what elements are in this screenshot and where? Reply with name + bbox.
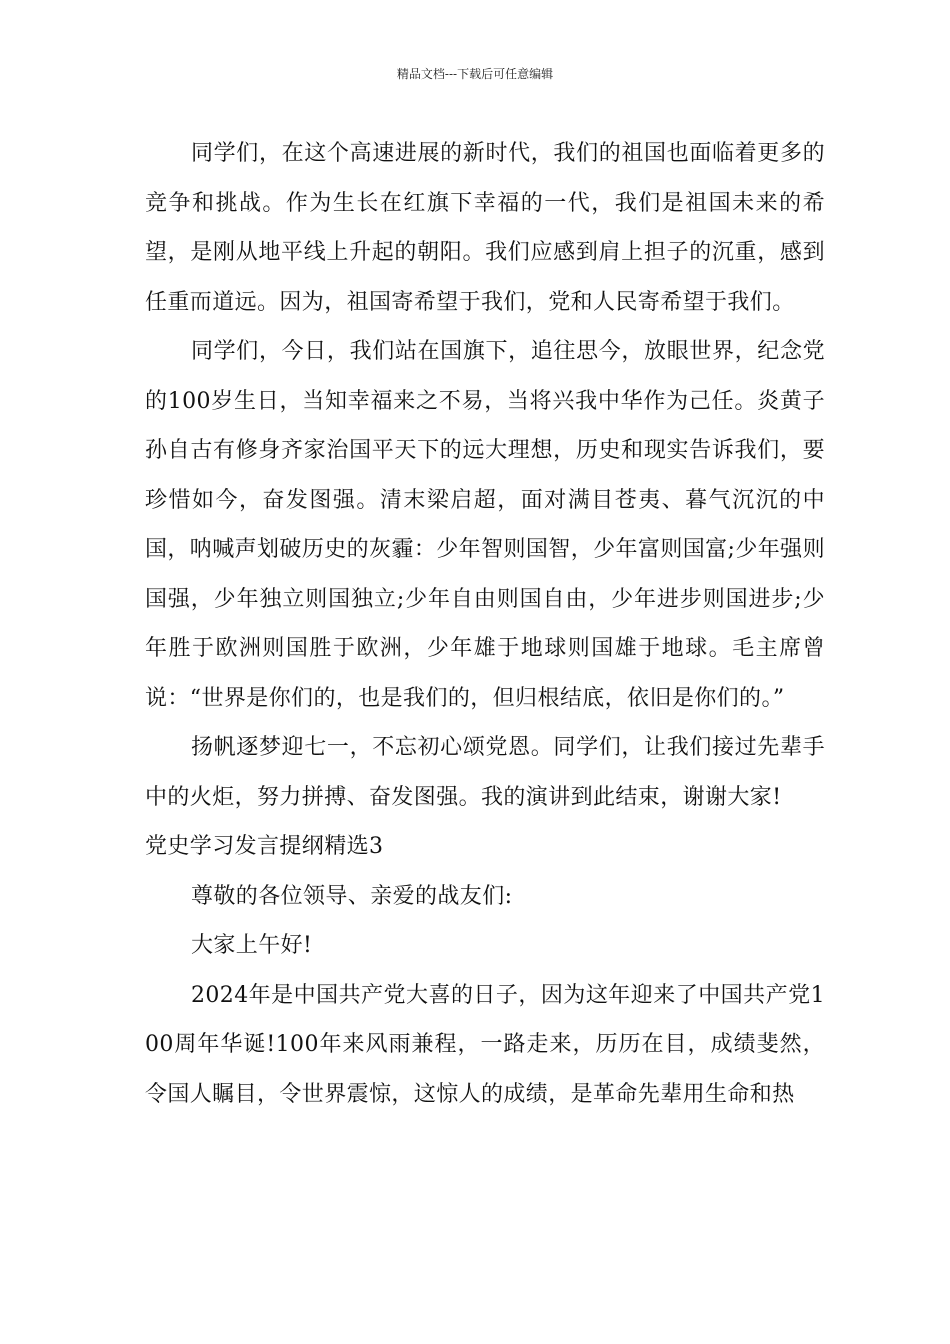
greeting: 大家上午好!: [191, 933, 313, 958]
paragraph-1: 同学们，在这个高速进展的新时代，我们的祖国也面临着更多的竞争和挑战。作为生长在红旗下幸福的一代，我们是祖国未来的希望，是刚从地平线上升起的朝阳。我们应感到肩上担子的沉重，感到任重而道远。因为，祖国寄希望于我们，党和人民寄希望于我们。: [145, 141, 825, 315]
paragraph-2: 同学们，今日，我们站在国旗下，追往思今，放眼世界，纪念党的100岁生日，当知幸福来之不易，当将兴我中华作为己任。炎黄子孙自古有修身齐家治国平天下的远大理想，历史和现实告诉我们，要珍惜如今，奋发图强。清末梁启超，面对满目苍夷、暮气沉沉的中国，呐喊声划破历史的灰霾：少年智则国智，少年富则国富;少年强则国强，少年独立则国独立;少年自由则国自由，少年进步则国进步;少年胜于欧洲则国胜于欧洲，少年雄于地球则国雄于地球。毛主席曾说：“世界是你们的，也是我们的，但归根结底，依旧是你们的。”: [145, 339, 825, 711]
section-heading: 党史学习发言提纲精选3: [145, 834, 384, 859]
page-header: 精品文档---下载后可任意编辑: [396, 67, 554, 81]
paragraph-4: 2024年是中国共产党大喜的日子，因为这年迎来了中国共产党100周年华诞!100年来风雨兼程，一路走来，历历在目，成绩斐然，令国人瞩目，令世界震惊，这惊人的成绩，是革命先辈用生命和热: [145, 982, 825, 1107]
paragraph-3: 扬帆逐梦迎七一，不忘初心颂党恩。同学们，让我们接过先辈手中的火炬，努力拼搏、奋发图强。我的演讲到此结束，谢谢大家!: [145, 735, 825, 810]
document-body: [145, 129, 825, 1119]
salutation: 尊敬的各位领导、亲爱的战友们:: [191, 883, 513, 909]
